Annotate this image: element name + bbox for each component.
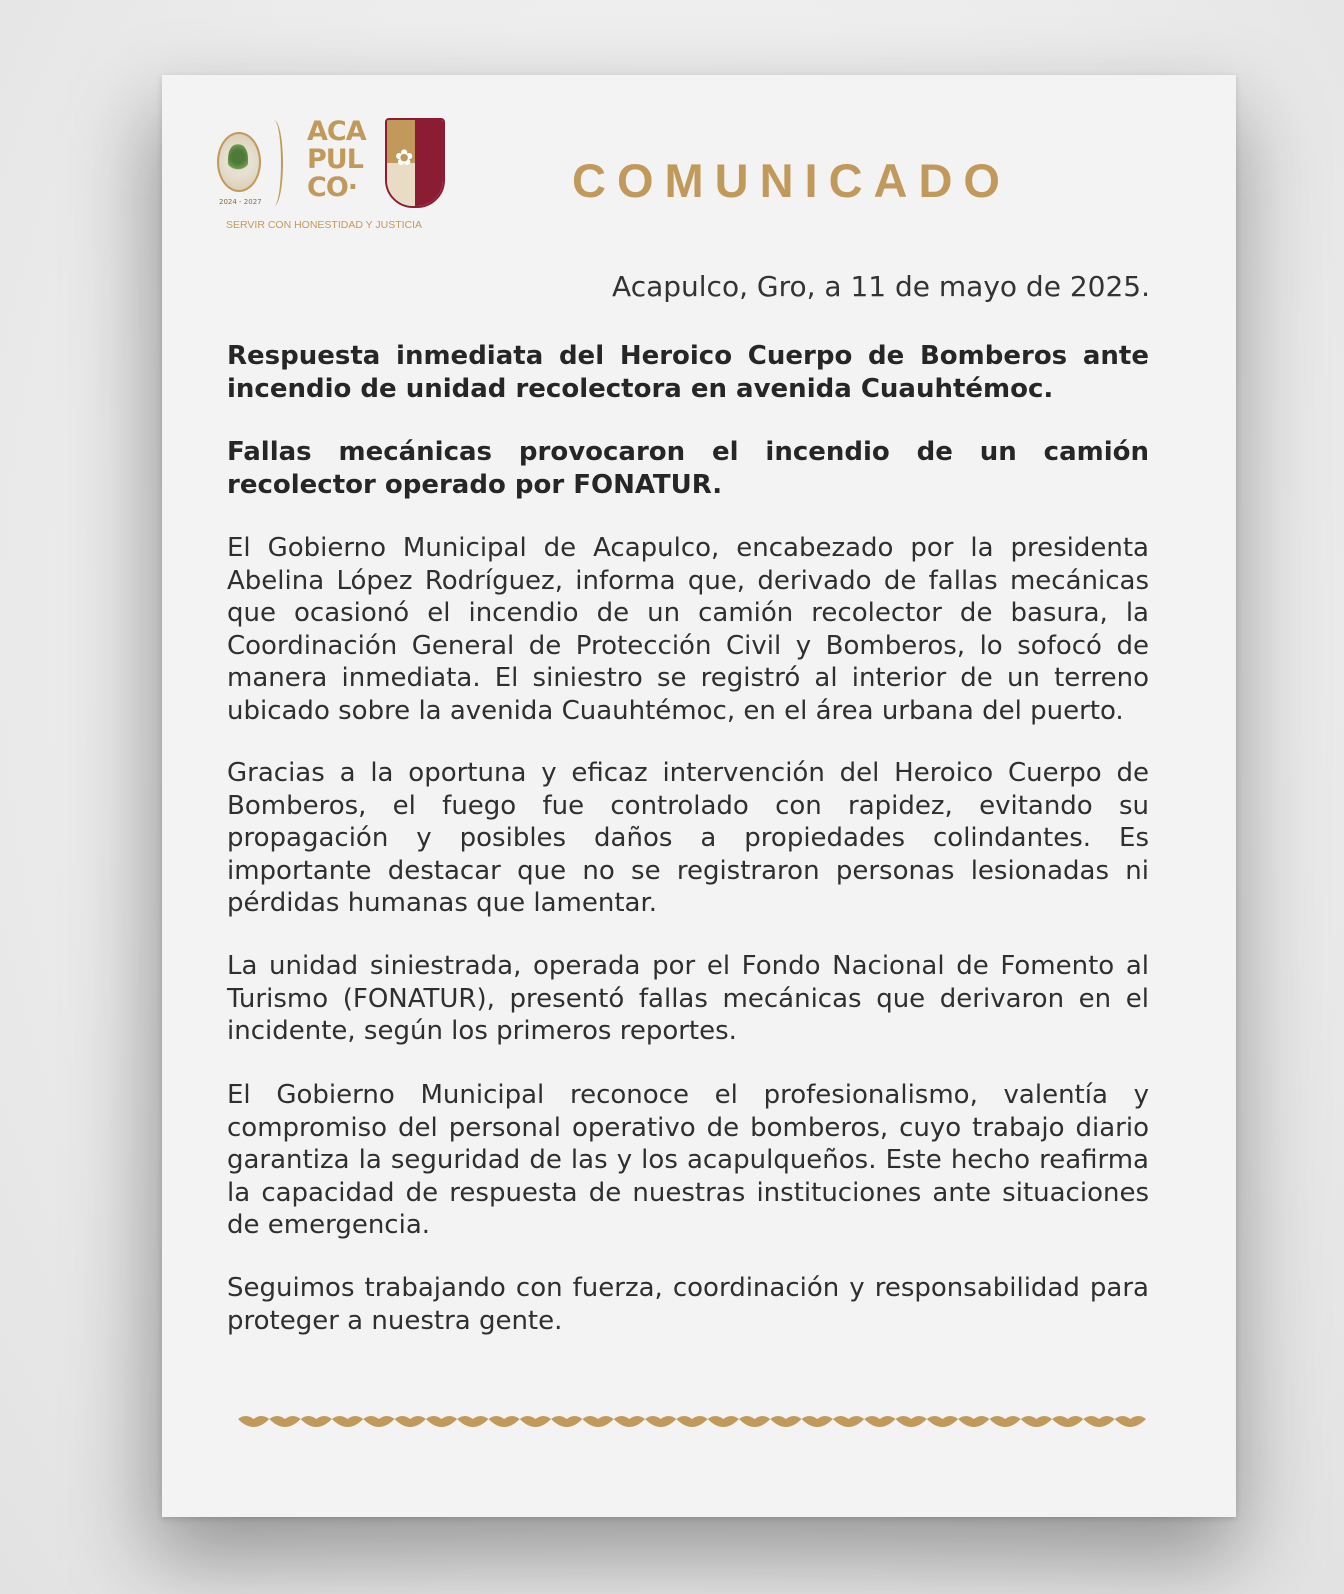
seal-plant-icon: [228, 144, 248, 176]
paragraph-4: El Gobierno Municipal reconoce el profesionalismo, valentía y compromiso del personal operativo de bomberos, cuyo trabajo diario garantiza la seguridad de las y los acapulqueños. Este hecho reafirma la capacidad de respuesta de nuestras instituciones ante situaciones de emergencia.: [227, 1080, 1149, 1240]
wordmark-line-3: CO·: [307, 172, 358, 203]
paragraph-3: La unidad siniestrada, operada por el Fondo Nacional de Fomento al Turismo (FONATUR), presentó fallas mecánicas que derivaron en el incidente, según los primeros reportes.: [227, 951, 1149, 1046]
shield-star-icon: ✿: [395, 146, 414, 171]
wordmark-line-2: PUL: [307, 144, 363, 175]
acapulco-shield-icon: [385, 118, 445, 208]
logo-motto: SERVIR CON HONESTIDAD Y JUSTICIA: [226, 219, 423, 231]
document-date: Acapulco, Gro, a 11 de mayo de 2025.: [612, 270, 1150, 303]
document-page: [162, 75, 1236, 1517]
wave-divider-icon: [238, 1413, 1146, 1433]
paragraph-2: Gracias a la oportuna y eficaz intervención del Heroico Cuerpo de Bomberos, el fuego fue controlado con rapidez, evitando su propagación y posibles daños a propiedades colindantes. Es importante destacar que no se registraron personas lesionadas ni pérdidas humanas que lamentar.: [227, 758, 1149, 918]
paragraph-1: El Gobierno Municipal de Acapulco, encabezado por la presidenta Abelina López Rodríguez, informa que, derivado de fallas mecánicas que ocasionó el incendio de un camión recolector de basura, la Coordinación General de Protección Civil y Bomberos, lo sofocó de manera inmediata. El siniestro se registró al interior de un terreno ubicado sobre la avenida Cuauhtémoc, en el área urbana del puerto.: [227, 533, 1149, 726]
logo-years: 2024 - 2027: [219, 198, 262, 206]
logo-divider: [265, 120, 283, 206]
document-title: COMUNICADO: [572, 154, 1011, 207]
subheadline: Fallas mecánicas provocaron el incendio de un camión recolector operado por FONATUR.: [227, 437, 1149, 500]
municipal-seal-icon: [217, 132, 261, 192]
headline: Respuesta inmediata del Heroico Cuerpo de Bomberos ante incendio de unidad recolectora en avenida Cuauhtémoc.: [227, 341, 1149, 404]
wordmark-line-1: ACA: [307, 116, 366, 147]
acapulco-wordmark: [307, 118, 377, 202]
paragraph-5: Seguimos trabajando con fuerza, coordinación y responsabilidad para proteger a nuestra gente.: [227, 1273, 1149, 1336]
